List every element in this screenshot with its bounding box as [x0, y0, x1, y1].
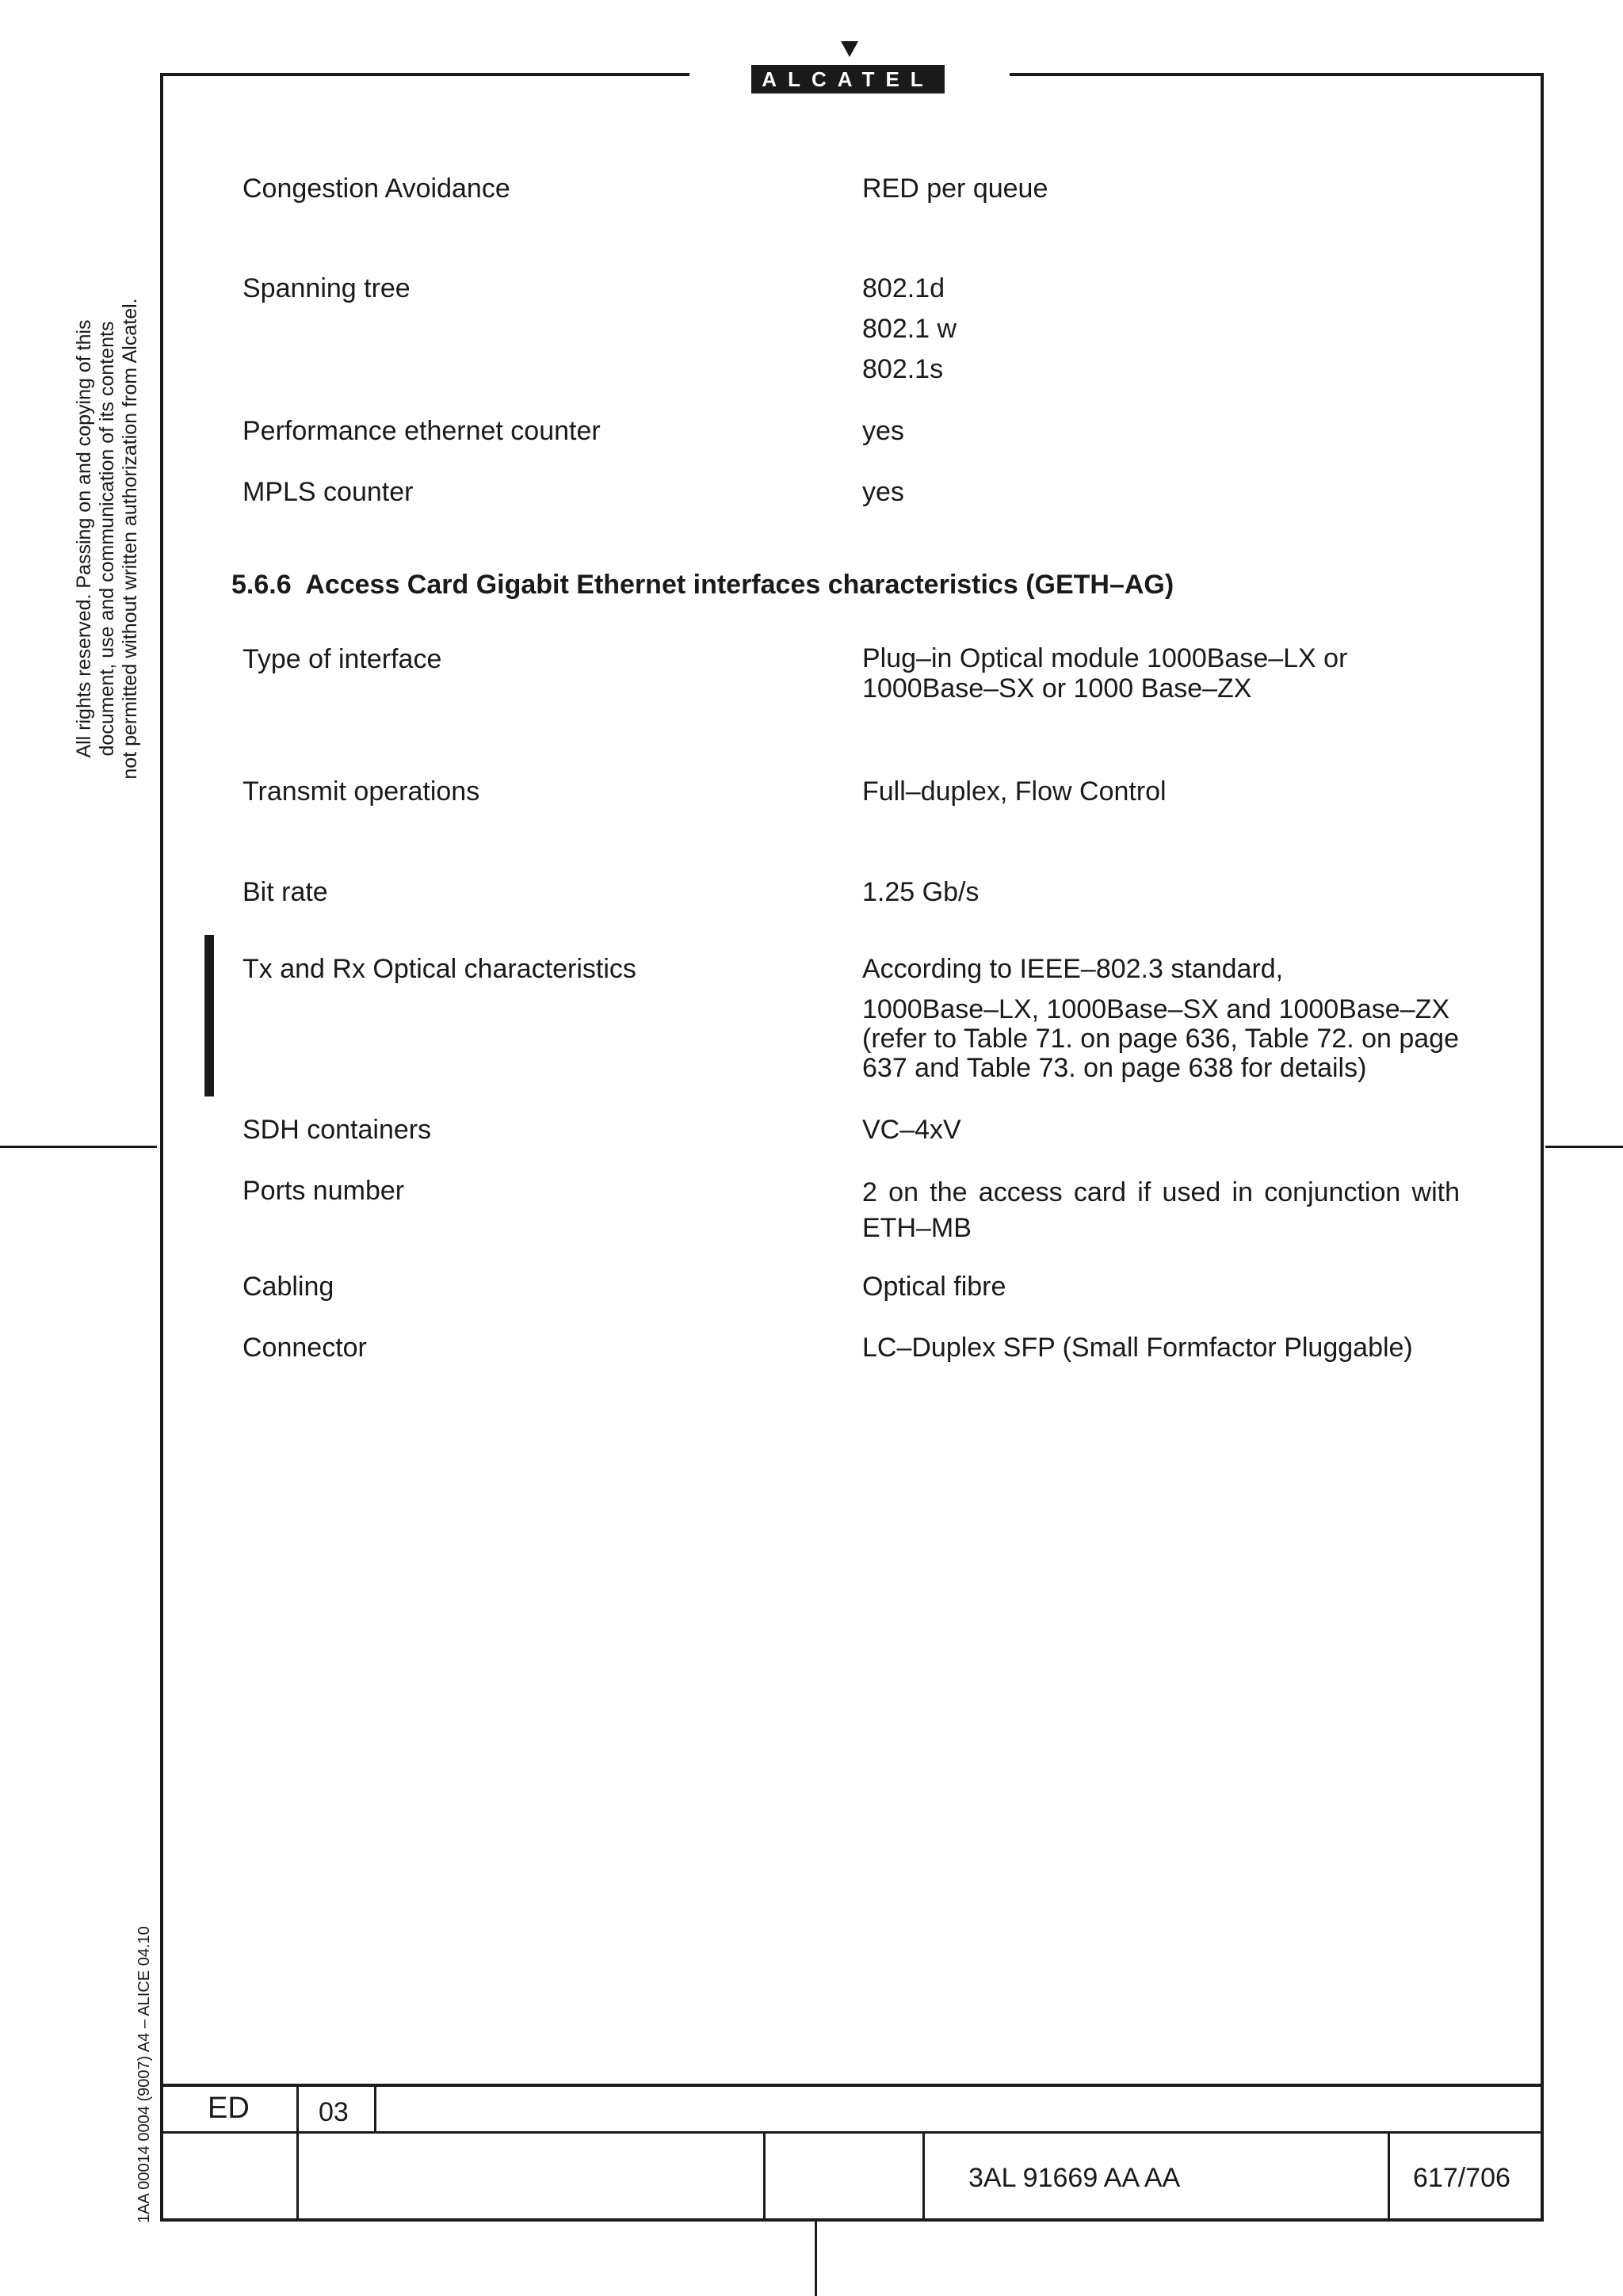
frame-right	[1541, 73, 1544, 2222]
footer-divider	[296, 2085, 299, 2220]
form-code: 1AA 00014 0004 (9007) A4 – ALICE 04.10	[136, 1926, 153, 2223]
frame-bottom	[160, 2218, 1544, 2222]
section-number: 5.6.6	[231, 570, 292, 600]
row-label: Transmit operations	[242, 776, 480, 807]
row-label: Type of interface	[242, 644, 442, 674]
fold-mark-right	[1545, 1146, 1623, 1148]
fold-mark-bottom	[815, 2222, 817, 2296]
fold-mark-left	[0, 1146, 157, 1148]
row-value: yes	[862, 477, 904, 507]
frame-top-right	[1010, 73, 1544, 76]
change-bar	[204, 935, 214, 1097]
alcatel-logo: ALCATEL	[751, 65, 945, 93]
frame-left	[160, 73, 163, 2222]
row-label: SDH containers	[242, 1115, 432, 1145]
footer-divider	[922, 2131, 925, 2220]
row-value: Full–duplex, Flow Control	[862, 776, 1167, 807]
frame-top-left	[160, 73, 689, 76]
alcatel-logo-mark-icon	[841, 41, 858, 57]
row-value: Plug–in Optical module 1000Base–LX or 1000Base–SX or 1000 Base–ZX	[862, 643, 1348, 704]
row-value: 802.1d	[862, 273, 945, 303]
edition-value: 03	[319, 2097, 349, 2127]
copyright-line-2: document, use and communication of its contents	[96, 321, 118, 757]
row-label: Ports number	[242, 1176, 405, 1206]
row-label: Performance ethernet counter	[242, 416, 601, 446]
row-value: 1000Base–LX, 1000Base–SX and 1000Base–ZX (refer to Table 71. on page 636, Table 72. on page 637 and Table 73. on page 638 for details)	[862, 994, 1459, 1083]
row-value: Optical fibre	[862, 1272, 1006, 1302]
row-label: Cabling	[242, 1272, 334, 1302]
row-value: 1.25 Gb/s	[862, 877, 980, 907]
copyright-line-3: not permitted without written authorization from Alcatel.	[119, 298, 141, 780]
row-label: MPLS counter	[242, 477, 414, 507]
row-value: 2 on the access card if used in conjunction with ETH–MB	[862, 1177, 1460, 1243]
row-value: LC–Duplex SFP (Small Formfactor Pluggable)	[862, 1333, 1413, 1363]
edition-label: ED	[208, 2092, 250, 2125]
section-heading	[231, 570, 1174, 601]
row-label: Congestion Avoidance	[242, 174, 510, 204]
row-value: According to IEEE–802.3 standard,	[862, 954, 1284, 984]
row-label: Spanning tree	[242, 273, 411, 303]
copyright-notice	[73, 277, 142, 800]
row-value: VC–4xV	[862, 1115, 961, 1145]
section-title: Access Card Gigabit Ethernet interfaces characteristics (GETH–AG)	[305, 570, 1174, 600]
row-value: yes	[862, 416, 904, 446]
row-label: Tx and Rx Optical characteristics	[242, 954, 636, 984]
footer-divider	[1388, 2131, 1390, 2220]
row-value: 802.1 w	[862, 314, 957, 344]
page-number: 617/706	[1413, 2163, 1510, 2193]
document-number: 3AL 91669 AA AA	[968, 2163, 1181, 2193]
footer-top-line	[160, 2084, 1544, 2087]
row-label: Bit rate	[242, 877, 328, 907]
footer-divider	[374, 2085, 376, 2133]
row-value: 802.1s	[862, 354, 944, 384]
footer-divider	[763, 2131, 766, 2220]
row-value: RED per queue	[862, 174, 1048, 204]
copyright-line-1: All rights reserved. Passing on and copying of this	[73, 319, 95, 758]
row-label: Connector	[242, 1333, 367, 1363]
footer-mid-line	[160, 2131, 1544, 2134]
